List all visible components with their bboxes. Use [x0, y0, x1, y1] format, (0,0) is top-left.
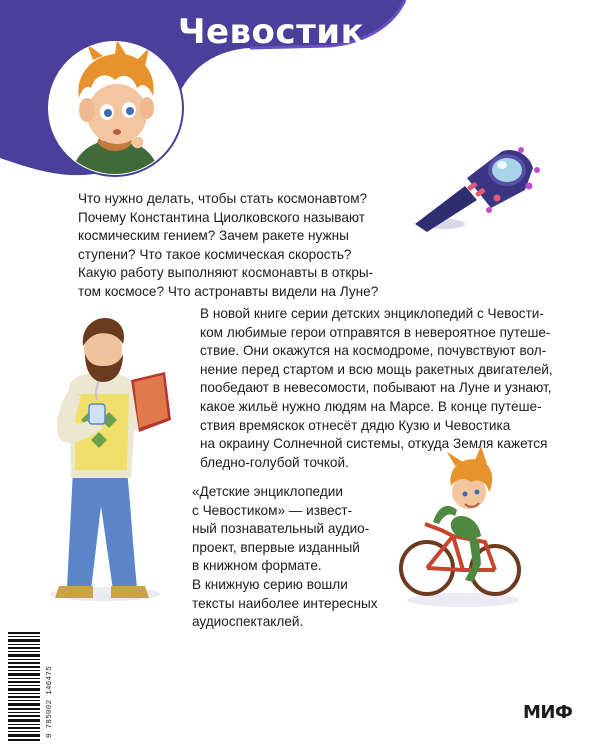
audio-project-paragraph — [192, 483, 378, 632]
text-line: с Чевостиком» — извест- — [192, 502, 353, 518]
text-line: В новой книге серии детских энциклопедий с Чевости- — [200, 306, 544, 321]
text-line: Что нужно делать, чтобы стать космонавтом? — [78, 191, 368, 206]
space-gadget-illustration — [405, 138, 545, 238]
text-line: ком любимые герои отправятся в невероятное путеше- — [200, 324, 551, 340]
text-line: ступени? Что такое космическая скорость? — [78, 246, 352, 262]
questions-paragraph — [78, 190, 378, 302]
uncle-kuzya-illustration — [35, 310, 185, 605]
text-line: на окраину Солнечной системы, откуда Земля кажется — [200, 436, 548, 452]
publisher-logo: МИФ — [523, 702, 573, 723]
text-line: какое жильё нужно людям на Марсе. В конце путеше- — [200, 398, 542, 414]
text-line: том космосе? Что астронавты видели на Луне? — [78, 283, 379, 299]
isbn-number: 9 785002 146475 — [46, 665, 54, 738]
text-line: ствия времяскок отнесёт дядю Кузю и Чевостика — [200, 417, 511, 433]
text-line: В книжную серию вошли — [192, 576, 348, 592]
text-line: ный познавательный аудио- — [192, 521, 370, 537]
barcode — [8, 630, 40, 742]
text-line: космическим гением? Зачем ракете нужны — [78, 228, 349, 244]
text-line: проект, впервые изданный — [192, 539, 360, 555]
text-line: тексты наиболее интересных — [192, 595, 378, 611]
chevostik-portrait — [45, 38, 185, 178]
text-line: Почему Константина Циолковского называют — [78, 209, 366, 225]
chevostik-bicycle-illustration — [395, 440, 525, 610]
text-line: в книжном формате. — [192, 558, 322, 574]
text-line: нение перед стартом и всю мощь ракетных двигателей, — [200, 361, 553, 377]
text-line: пообедают в невесомости, побывают на Луне и узнают, — [200, 380, 552, 396]
text-line: ствие. Они окажутся на космодроме, почувствуют вол- — [200, 343, 547, 359]
text-line: Какую работу выполняют космонавты в откры- — [78, 265, 374, 281]
series-title: Чевостик — [178, 12, 365, 52]
text-line: аудиоспектаклей. — [192, 614, 304, 630]
text-line: «Детские энциклопедии — [192, 484, 343, 499]
text-line: бледно-голубой точкой. — [200, 454, 349, 470]
